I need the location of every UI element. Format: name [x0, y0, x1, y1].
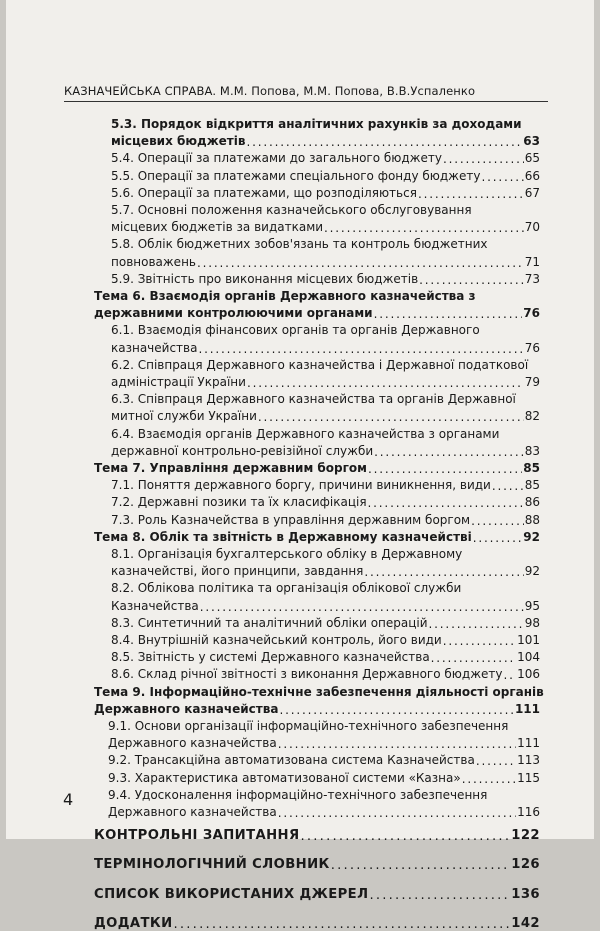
toc-entry-leader-line [94, 828, 540, 843]
toc-entry-leader-line [94, 461, 540, 476]
dot-leader [197, 256, 524, 268]
dot-leader [200, 600, 524, 612]
toc-entry-text: 6.1. Взаємодія фінансових органів та органів Державного [111, 323, 480, 338]
dot-leader [429, 617, 524, 629]
dot-leader [368, 462, 522, 474]
toc-entry-leader-line [111, 478, 540, 493]
toc-page-number: 88 [524, 512, 540, 527]
dot-leader [174, 917, 511, 930]
dot-leader [431, 651, 516, 663]
toc-entry-leader-line [111, 667, 540, 682]
toc-entry-leader-line [111, 616, 540, 631]
toc-entry-leader-line [111, 169, 540, 184]
toc-entry-text: 9.2. Трансакційна автоматизована система Казначейства [108, 753, 475, 768]
toc-page-number: 95 [524, 598, 540, 613]
toc-entry-leader-line [111, 633, 540, 648]
toc-page-number: 111 [517, 736, 540, 751]
page-number: 4 [63, 790, 74, 809]
toc-entry-leader-line [111, 341, 540, 356]
toc-page-number: 73 [524, 271, 540, 286]
dot-leader [278, 737, 516, 749]
toc-entry-text: Тема 7. Управління державним боргом [94, 461, 367, 475]
toc-entry-text: державними контролюючими органами [94, 306, 373, 321]
toc-entry-leader-line [94, 530, 540, 545]
toc-entry-text: 9.3. Характеристика автоматизованої системи «Казна» [108, 770, 461, 785]
dot-leader [301, 829, 511, 842]
dot-leader [247, 376, 524, 388]
toc-entry-text: казначействі, його принципи, завдання [111, 564, 364, 579]
toc-entry-text: місцевих бюджетів за видатками [111, 220, 324, 235]
toc-entry-text: КОНТРОЛЬНІ ЗАПИТАННЯ [94, 828, 300, 844]
toc-entry-leader-line [111, 564, 540, 579]
dot-leader [471, 514, 524, 526]
dot-leader [324, 221, 524, 233]
toc-entry-leader-line [94, 702, 540, 717]
toc-entry-leader-line [108, 753, 540, 768]
toc-entry-text: 6.4. Взаємодія органів Державного казначейства з органами [111, 426, 500, 441]
toc-page-number: 71 [524, 254, 540, 269]
toc-entry-text: Державного казначейства [94, 701, 279, 716]
toc-entry-leader-line [111, 151, 540, 166]
toc-entry-leader-line [111, 255, 540, 270]
dot-leader [443, 152, 524, 164]
toc-entry-leader-line [94, 306, 540, 321]
toc-page-number: 76 [524, 340, 540, 355]
toc-entry-leader-line [94, 857, 540, 872]
header-rule [64, 101, 548, 102]
dot-leader [364, 565, 523, 577]
toc-entry-leader-line [94, 887, 540, 902]
toc-entry-text: ДОДАТКИ [94, 915, 173, 931]
toc-entry-text: 5.6. Операції за платежами, що розподіляються [111, 185, 417, 200]
dot-leader [443, 634, 516, 646]
toc-entry-text: 8.5. Звітність у системі Державного казначейства [111, 650, 430, 665]
dot-leader [278, 806, 516, 818]
toc-entry-text: ТЕРМІНОЛОГІЧНИЙ СЛОВНИК [94, 857, 330, 873]
toc-entry-text: Державного казначейства [108, 804, 277, 819]
toc-page-number: 85 [523, 461, 540, 475]
toc-page-number: 106 [517, 667, 540, 682]
toc-page-number: 67 [524, 185, 540, 200]
dot-leader [492, 479, 524, 491]
dot-leader [476, 754, 516, 766]
toc-entry-leader-line [94, 916, 540, 931]
toc-entry-leader-line [111, 599, 540, 614]
toc-page-number: 83 [524, 443, 540, 458]
dot-leader [481, 170, 523, 182]
toc-entry-leader-line [111, 186, 540, 201]
toc-entry-text: повноважень [111, 254, 196, 269]
toc-entry-text: 8.1. Організація бухгалтерського обліку в Державному [111, 547, 463, 561]
toc-entry-text: 7.1. Поняття державного боргу, причини виникнення, види [111, 478, 491, 493]
toc-entry-leader-line [108, 736, 540, 751]
toc-entry-text: митної служби України [111, 409, 257, 424]
toc-entry-text: 9.4. Удосконалення інформаційно-технічного забезпечення [108, 787, 488, 802]
toc-entry-leader-line [111, 272, 540, 287]
toc-entry-text: 5.5. Операції за платежами спеціального фонду бюджету [111, 168, 481, 183]
running-header: КАЗНАЧЕЙСЬКА СПРАВА. М.М. Попова, М.М. Попова, В.В.Успаленко [64, 84, 476, 98]
toc-entry-text: Тема 8. Облік та звітність в Державному казначействі [94, 529, 472, 544]
toc-page-number: 79 [524, 374, 540, 389]
dot-leader [198, 342, 523, 354]
toc-entry-text: 6.3. Співпраця Державного казначейства та органів Державної [111, 392, 516, 407]
toc-page-number: 65 [524, 151, 540, 166]
toc-entry-text: 8.3. Синтетичний та аналітичний обліки операцій [111, 615, 428, 630]
toc-page-number: 101 [517, 633, 540, 647]
dot-leader [258, 410, 524, 422]
dot-leader [279, 703, 514, 715]
toc-entry-text: 8.4. Внутрішній казначейський контроль, його види [111, 633, 442, 647]
dot-leader [368, 496, 524, 508]
book-page [6, 0, 594, 931]
toc-entry-text: 7.2. Державні позики та їх класифікація [111, 495, 367, 510]
toc-entry-text: 5.9. Звітність про виконання місцевих бюджетів [111, 271, 419, 286]
toc-entry-text: казначейства [111, 340, 198, 355]
toc-entry-leader-line [111, 444, 540, 459]
toc-entry-text: 7.3. Роль Казначейства в управління державним боргом [111, 512, 471, 527]
dot-leader [331, 858, 511, 871]
toc-entry-text: Державного казначейства [108, 736, 277, 751]
toc-page-number: 66 [524, 168, 540, 183]
toc-page-number: 136 [511, 886, 540, 902]
toc-page-number: 116 [517, 804, 540, 819]
dot-leader [369, 888, 510, 901]
toc-page-number: 76 [523, 306, 540, 321]
toc-entry-text: державної контрольно-ревізійної служби [111, 443, 374, 458]
toc-entry-text: 5.3. Порядок відкриття аналітичних рахунків за доходами [111, 117, 522, 131]
dot-leader [503, 668, 516, 680]
toc-entry-text: адміністрації України [111, 374, 246, 389]
toc-page-number: 92 [523, 529, 540, 544]
toc-entry-text: 5.8. Облік бюджетних зобов'язань та контроль бюджетних [111, 237, 488, 252]
toc-entry-leader-line [111, 220, 540, 235]
toc-entry-text: місцевих бюджетів [111, 134, 246, 149]
toc-page-number: 126 [511, 857, 540, 873]
toc-entry-text: Тема 6. Взаємодія органів Державного казначейства з [94, 289, 476, 303]
toc-page-number: 85 [524, 478, 540, 493]
toc-entry-leader-line [108, 805, 540, 820]
toc-entry-text: 9.1. Основи організації інформаційно-технічного забезпечення [108, 719, 509, 733]
toc-page-number: 115 [517, 770, 540, 785]
toc-page-number: 142 [511, 915, 540, 931]
toc-entry-text: 6.2. Співпраця Державного казначейства і Державної податкової [111, 357, 529, 372]
dot-leader [374, 307, 523, 319]
toc-page-number: 92 [524, 564, 540, 579]
toc-page-number: 82 [524, 409, 540, 424]
dot-leader [462, 772, 516, 784]
dot-leader [246, 135, 522, 147]
toc-entry-text: Тема 9. Інформаційно-технічне забезпечення діяльності органів [94, 684, 544, 699]
toc-entry-text: 8.6. Склад річної звітності з виконання Державного бюджету [111, 667, 503, 682]
toc-page-number: 104 [517, 650, 540, 665]
toc-page-number: 111 [514, 701, 540, 716]
dot-leader [473, 531, 523, 543]
toc-entry-leader-line [111, 513, 540, 528]
toc-entry-text: 8.2. Облікова політика та організація облікової служби [111, 581, 462, 596]
toc-entry-leader-line [111, 495, 540, 510]
toc-entry-leader-line [111, 375, 540, 390]
toc-page-number: 86 [524, 495, 540, 510]
toc-entry-text: 5.4. Операції за платежами до загального бюджету [111, 151, 442, 166]
toc-page-number: 113 [517, 753, 540, 768]
toc-page-number: 122 [511, 828, 540, 844]
toc-entry-text: Казначейства [111, 598, 199, 613]
toc-page-number: 63 [523, 134, 540, 149]
dot-leader [419, 273, 524, 285]
toc-entry-leader-line [108, 771, 540, 786]
toc-entry-leader-line [111, 650, 540, 665]
toc-entry-leader-line [111, 409, 540, 424]
toc-entry-leader-line [111, 134, 540, 149]
dot-leader [374, 445, 524, 457]
toc-page-number: 70 [524, 220, 540, 235]
dot-leader [418, 187, 524, 199]
toc-entry-text: СПИСОК ВИКОРИСТАНИХ ДЖЕРЕЛ [94, 886, 369, 902]
toc-entry-text: 5.7. Основні положення казначейського обслуговування [111, 203, 472, 217]
toc-page-number: 98 [524, 615, 540, 630]
